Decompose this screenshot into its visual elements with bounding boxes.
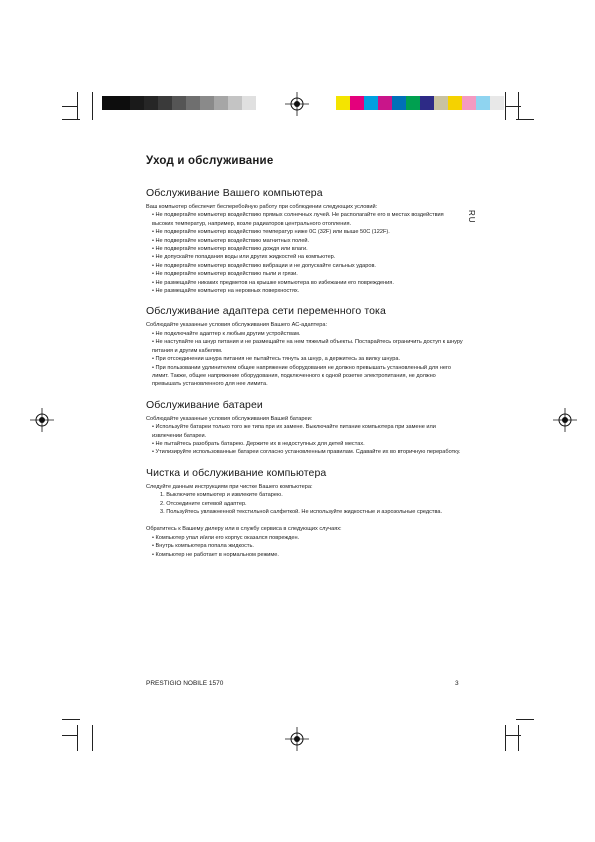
color-swatch <box>88 96 102 110</box>
page-title: Уход и обслуживание <box>146 155 274 167</box>
registration-mark-icon <box>285 727 309 751</box>
list-item: • Не допускайте попадания воды или других жидкостей на компьютер. <box>152 254 336 261</box>
list-item: • Утилизируйте использованные батареи согласно установленным правилам. Сдавайте их во вторичную переработку. <box>152 449 461 456</box>
color-swatch <box>406 96 420 110</box>
list-item: • Компьютер упал и/или его корпус оказался поврежден. <box>152 534 300 541</box>
section-title: Обслуживание адаптера сети переменного тока <box>146 305 386 318</box>
crop-mark <box>92 92 93 120</box>
section-battery <box>146 399 466 457</box>
color-swatch <box>158 96 172 110</box>
list-item: • Компьютер не работает в нормальном режиме. <box>152 551 279 558</box>
crop-mark <box>92 725 93 751</box>
color-swatch <box>350 96 364 110</box>
color-swatch <box>242 96 256 110</box>
color-swatch <box>322 96 336 110</box>
page-number: 3 <box>455 680 459 687</box>
numbered-item: 2. Отсоедините сетевой адаптер. <box>160 500 247 507</box>
list-item: • Не подвергайте компьютер воздействию магнитных полей. <box>152 237 310 244</box>
language-label: RU <box>467 210 476 224</box>
section-title: Обслуживание батареи <box>146 398 263 411</box>
color-swatch <box>490 96 504 110</box>
crop-mark <box>505 92 506 120</box>
list-item: • Не подвергайте компьютер воздействию прямых солнечных лучей. Не располагайте его в местах воздействия высоких температур, например, возле радиаторов центрального отопления. <box>152 212 444 227</box>
crop-mark <box>77 725 78 751</box>
color-swatch <box>214 96 228 110</box>
crop-mark <box>518 92 519 120</box>
color-swatch <box>186 96 200 110</box>
service-intro: Обратитесь к Вашему дилеру или в службу сервиса в следующих случаях: <box>146 526 342 533</box>
registration-mark-icon <box>553 408 577 432</box>
color-swatch <box>378 96 392 110</box>
color-swatch <box>102 96 116 110</box>
list-item: • Не подключайте адаптер к любым другим устройствам. <box>152 330 301 337</box>
color-swatch <box>392 96 406 110</box>
section-intro: Соблюдайте указанные условия обслуживания Вашего АС-адаптера: <box>146 322 327 329</box>
list-item: • Не наступайте на шнур питания и не размещайте на нем тяжелый объекты. Постарайтесь ограничить доступ к шнуру питания и другим кабелям. <box>152 339 463 354</box>
list-item: • Не подвергайте компьютер воздействию температур ниже 0С (32F) или выше 50С (122F). <box>152 229 390 236</box>
footer-model-name: PRESTIGIO NOBILE 1570 <box>146 680 224 687</box>
color-swatch <box>336 96 350 110</box>
color-swatch <box>364 96 378 110</box>
crop-mark <box>516 119 534 120</box>
list-item: • Не пытайтесь разобрать батарею. Держите их в недоступных для детей местах. <box>152 440 365 447</box>
crop-mark <box>77 92 78 120</box>
color-swatch <box>200 96 214 110</box>
color-swatch <box>434 96 448 110</box>
list-item: • При пользовании удлинителем общее напряжение оборудования не должно превышать установленный для него лимит. Также, общее напряжение оборудования, подключенного к одной розетке электропитания, не должно превышать установленного для нее лимита. <box>152 364 451 388</box>
color-swatch <box>116 96 130 110</box>
crop-mark <box>62 735 78 736</box>
registration-mark-icon <box>30 408 54 432</box>
crop-mark <box>516 719 534 720</box>
section-title: Обслуживание Вашего компьютера <box>146 187 323 199</box>
crop-mark <box>62 719 80 720</box>
color-calibration-bar <box>322 96 504 110</box>
color-swatch <box>448 96 462 110</box>
crop-mark <box>505 725 506 751</box>
section-intro: Соблюдайте указанные условия обслуживания Вашей батареи: <box>146 415 313 422</box>
registration-mark-icon <box>285 92 309 116</box>
list-item: • Не размещайте никаких предметов на крышке компьютера во избежании его повреждения. <box>152 279 394 286</box>
list-item: • Не подвергайте компьютер воздействию пыли и грязи. <box>152 271 298 278</box>
color-swatch <box>144 96 158 110</box>
grayscale-calibration-bar <box>88 96 256 110</box>
numbered-item: 1. Выключите компьютер и извлеките батарею. <box>160 492 283 499</box>
crop-mark <box>62 119 80 120</box>
color-swatch <box>476 96 490 110</box>
section-intro: Ваш компьютер обеспечит бесперебойную работу при соблюдении следующих условий: <box>146 204 378 210</box>
color-swatch <box>420 96 434 110</box>
color-swatch <box>462 96 476 110</box>
list-item: • Не подвергайте компьютер воздействию дождя или влаги. <box>152 246 308 253</box>
page-content <box>146 155 466 569</box>
color-swatch <box>130 96 144 110</box>
section-ac-adapter <box>146 305 466 388</box>
crop-mark <box>505 735 521 736</box>
numbered-item: 3. Пользуйтесь увлажненной текстильной салфеткой. Не используйте жидкостные и аэрозольные средства. <box>160 508 443 515</box>
list-item: • Внутрь компьютера попала жидкость. <box>152 543 254 550</box>
list-item: • Используйте батареи только того же типа при их замене. Выключайте питание компьютера при замене или извлечении батареи. <box>152 424 436 439</box>
list-item: • Не размещайте компьютер на неровных поверхностях. <box>152 288 300 295</box>
section-intro: Следуйте данным инструкциям при чистке Вашего компьютера: <box>146 483 313 490</box>
section-title: Чистка и обслуживание компьютера <box>146 466 327 479</box>
color-swatch <box>228 96 242 110</box>
crop-mark <box>62 106 78 107</box>
color-swatch <box>172 96 186 110</box>
section-computer-care <box>146 187 466 295</box>
list-item: • Не подвергайте компьютер воздействию вибрации и не допускайте сильных ударов. <box>152 262 376 269</box>
section-cleaning <box>146 467 466 559</box>
crop-mark <box>518 725 519 751</box>
list-item: • При отсоединении шнура питания не пытайтесь тянуть за шнур, а держитесь за вилку шнура. <box>152 356 401 363</box>
